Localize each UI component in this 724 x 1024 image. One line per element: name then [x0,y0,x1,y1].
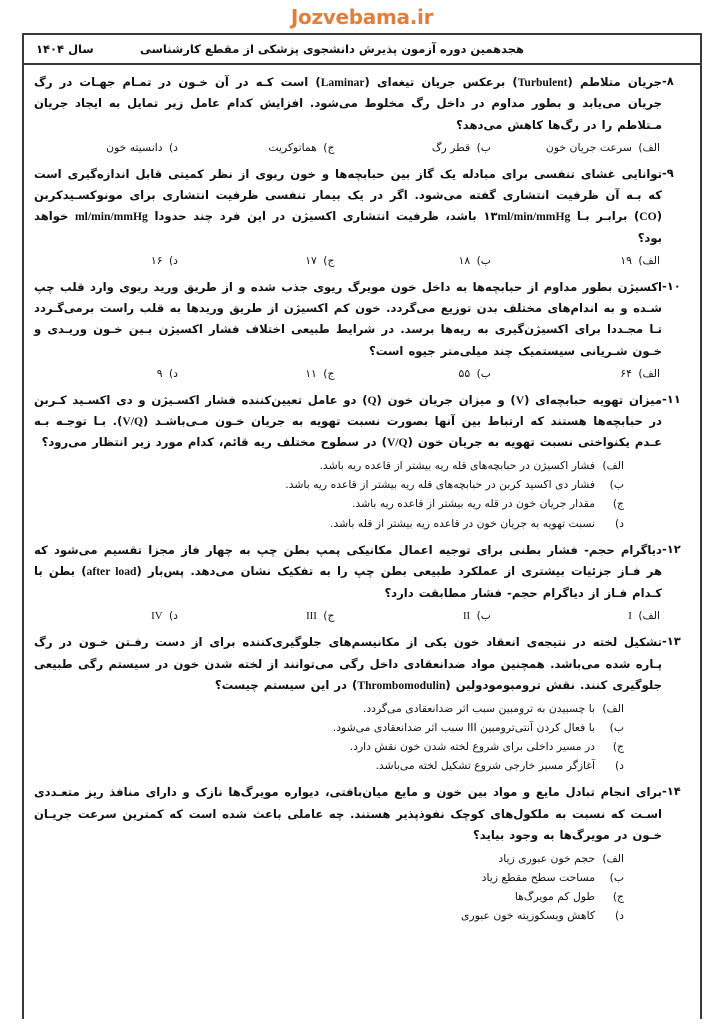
answer-option-label: مقدار جریان خون در قله ریه بیشتر از قاعده ریه باشد. [351,497,595,511]
answer-option-label: کاهش ویسکوزیته خون عبوری [461,909,595,923]
question-stem-latin-term: V/Q [122,415,144,429]
question-stem-latin-term: ml/min/mmHg [75,210,148,224]
question-item [34,390,688,533]
answer-option[interactable] [34,699,624,718]
options-group [34,456,662,533]
question-stem-latin-term: Turbulent [517,76,568,89]
answer-option-key: ج) [612,890,624,904]
answer-option-key: ب) [609,478,624,492]
answer-option[interactable] [34,494,624,513]
answer-option-key: ب) [476,141,491,155]
answer-option-key: د) [168,609,178,623]
answer-option[interactable] [34,756,624,775]
question-body [34,390,662,533]
question-stem-text: برای انجام تبادل مایع و مواد بین خون و مایع میان‌بافتی، دیواره مویرگ‌ها نازک و دارای منافذ ریز متعـددی اسـت که نسبت به ملکول‌های کوچک نفوذپذیر هستند. چه عاملی باعث شده است که کمترین سرعت جریـان خـون در مویرگ‌ها به وجود بیاید؟ [34,785,662,843]
exam-title: هجدهمین دوره آزمون پذیرش دانشجوی پزشکی از مقطع کارشناسی [139,42,525,56]
question-stem-text: ) برابـر بـا ۱۳ [483,209,640,224]
answer-option[interactable] [34,252,178,269]
question-stem [34,540,662,604]
answer-option-key: د) [168,254,178,268]
answer-option[interactable] [178,607,335,625]
answer-option[interactable] [178,252,335,269]
answer-option-key: د) [614,759,624,773]
answer-option[interactable] [491,139,660,156]
answer-option-key: ب) [476,609,491,623]
question-item [34,72,688,157]
question-stem-text: جریان متلاطم ( [567,75,663,89]
question-stem-text: اکسیژن بطور مداوم از حبابچه‌ها به داخل خون مویرگ ریوی جذب شده و از طریق ورید ریوی وارد قلب چپ شـده و به اندام‌های مختلف بدن توزیع می‌گردد. خون کم اکسیژن از طریق وریدها به قلب راست برمی‌گـردد تـا مجـددا برای اکسیژن‌گیری به ریه‌ها برسد. در شرایط طبیعی اختلاف فشار اکسیژن بـین خـون وریـدی و خـون شـریانی سیستمیک چند میلی‌متر جیوه است؟ [34,279,662,358]
answer-option-label: مساحت سطح مقطع زیاد [481,870,595,884]
question-stem-text: ) است کـه در آن خـون در تمـام جهـات در رگ جریان می‌یابد و بطور مداوم در داخل رگ مخلوط می‌شود. افزایش کدام عامل زیر تمایل به ایجاد جریان مـتلاطم را در رگ‌ها کاهش می‌دهد؟ [34,75,662,132]
options-group [34,365,662,382]
question-stem-text: توانایی غشای تنفسی برای مبادله یک گاز بین حبابچه‌ها و خون ریوی از نظر کمیتی قابل اندازه‌گیری است که بـه آن ظرفیت انتشاری گفته می‌شود. اگر در یک بیمار تنفسی ظرفیت انتشاری برای مونوکسـیدکربن ( [34,166,662,224]
answer-option[interactable] [34,365,178,382]
answer-option[interactable] [34,607,178,625]
answer-option-label: با چسبیدن به ترومبین سبب اثر ضدانعقادی می‌گردد. [362,701,595,715]
answer-option-label: ۹ [156,367,163,381]
answer-option-key: ج) [612,740,624,754]
answer-option-key: ب) [609,870,624,884]
question-item [34,277,688,383]
answer-option-label: ۱۷ [305,254,317,268]
answer-option-key: الف) [638,367,660,381]
answer-option[interactable] [34,868,624,887]
answer-option-key: الف) [638,254,660,268]
answer-option[interactable] [491,607,660,625]
site-logo-text: Jozvebama.ir [290,4,434,29]
answer-option-label: ۱۹ [620,254,632,268]
exam-year: سال ۱۴۰۴ [36,42,94,56]
question-item [34,782,688,925]
answer-option-label: ۶۴ [620,367,632,381]
answer-option-label: سرعت جریان خون [545,141,632,155]
answer-option-key: د) [614,516,624,530]
answer-option[interactable] [491,252,660,269]
answer-option[interactable] [34,514,624,533]
question-item [34,164,688,270]
answer-option-label: دانسیته خون [106,141,163,155]
question-stem [34,390,662,454]
question-stem-text: تشکیل لخته در نتیجه‌ی انعقاد خون یکی از مکانیسم‌های جلوگیری‌کننده برای از دست رفـتن خـون در رگ پـاره شده می‌باشد. همچنین مواد ضدانعقادی داخل رگی می‌توانند از لخته شدن خون در سیستم رگی طبیعی جلوگیری کنند. نقش ترومبومودولین ( [34,635,662,693]
answer-option[interactable] [334,365,491,382]
answer-option-label: آغازگر مسیر خارجی شروع تشکیل لخته می‌باشد. [375,759,595,773]
answer-option-label: IV [151,610,163,623]
question-number: ۹- [662,165,674,180]
answer-option-key: ج) [323,609,335,623]
answer-option-label: فشار اکسیژن در حبابچه‌های قله ریه بیشتر از قاعده ریه باشد. [319,458,595,472]
answer-option-key: الف) [602,851,624,865]
question-stem-latin-term: CO [639,210,657,224]
questions-list [24,65,700,1019]
answer-option-label: هماتوکریت [268,141,317,155]
question-body [34,72,662,157]
answer-option[interactable] [334,252,491,269]
answer-option[interactable] [334,139,491,156]
answer-option-label: ۵۵ [458,367,471,381]
answer-option-key: ب) [476,254,491,268]
answer-option-label: نسبت تهویه به جریان خون در قاعده ریه بیشتر از قله باشد. [330,516,595,530]
answer-option-label: II [462,610,471,623]
question-stem-text: ) برعکس جریان تیغه‌ای ( [364,75,518,89]
question-stem-text: ). بـا توجـه بـه عـدم یکنواختی نسبت تهویه به جریان خون ( [34,414,662,450]
question-stem-text: ) دو عامل تعیین‌کننده فشار اکسـیژن و دی اکسـید کـربن در حبابچه‌ها هستند که ارتباط بین آنها بصورت نسبت تهویه به جریان خـون مـی‌باشـد ( [34,392,662,429]
answer-option[interactable] [334,607,491,625]
answer-option-label: ۱۱ [305,367,317,381]
answer-option[interactable] [178,365,335,382]
answer-option[interactable] [34,718,624,737]
options-group [34,139,662,156]
answer-option[interactable] [34,737,624,756]
question-body [34,540,662,626]
question-number: ۱۳- [662,634,681,649]
answer-option-label: در مسیر داخلی برای شروع لخته شدن خون نقش دارد. [349,740,595,754]
question-stem-latin-term: ml/min/mmHg [497,210,571,224]
question-number: ۱۱- [662,391,681,406]
answer-option-label: با فعال کردن آنتی‌ترومبین III سبب اثر ضدانعقادی می‌شود. [332,720,595,734]
options-group [34,252,662,269]
answer-option-label: I [628,610,632,623]
answer-option-key: ج) [323,367,335,381]
answer-option-key: الف) [638,609,660,623]
question-number: ۱۲- [662,541,681,556]
question-stem-latin-term: V/Q [386,436,408,450]
question-body [34,277,662,383]
answer-option-key: د) [614,909,624,923]
question-stem-text: ) در سطوح مختلف ریه قائم، کدام مورد زیر انتظار می‌رود؟ [41,435,387,450]
answer-option-label: ۱۸ [458,254,471,268]
question-stem-text: باشد، ظرفیت انتشاری اکسیژن در این فرد چند حدودا [147,209,484,224]
question-stem-latin-term: Laminar [320,76,365,89]
question-stem-latin-term: Q [367,393,377,407]
question-number: ۱۰- [662,278,681,293]
answer-option-key: ج) [323,141,335,155]
answer-option-key: الف) [638,141,660,155]
answer-option-label: طول کم مویرگ‌ها [514,890,595,904]
options-group [34,849,662,926]
question-body [34,164,662,270]
options-group [34,607,662,625]
question-body [34,782,662,925]
answer-option-key: ب) [476,367,491,381]
answer-option[interactable] [34,139,178,156]
site-logo-bar [0,0,724,33]
question-number: ۸- [662,74,674,88]
question-stem-text: ) و میزان جریان خون ( [376,392,516,407]
question-stem [34,164,662,250]
answer-option-label: ۱۶ [150,254,163,268]
exam-header [24,35,700,65]
options-group [34,699,662,776]
answer-option-key: ج) [323,254,335,268]
answer-option-key: الف) [602,458,624,472]
exam-frame [22,33,702,1019]
answer-option-label: قطر رگ [431,141,471,155]
question-stem [34,277,662,363]
question-stem-latin-term: V [515,393,525,407]
question-stem-text: دیاگرام حجم- فشار بطنی برای توجیه اعمال مکانیکی پمپ بطن چپ به چهار فاز مجزا تقسیم می‌شود که هر فـاز جزئیات بیشتری از عملکرد طبیعی بطن چپ را به تفکیک نشان می‌دهد. پس‌بار ( [34,542,662,579]
answer-option-label: فشار دی اکسید کربن در حبابچه‌های قله ریه بیشتر از قاعده ریه باشد. [285,478,595,492]
answer-option[interactable] [491,365,660,382]
answer-option[interactable] [34,456,624,475]
answer-option-label: حجم خون عبوری زیاد [498,851,595,865]
question-item [34,632,688,775]
question-stem-text: ) در این سیستم چیست؟ [214,678,358,693]
answer-option-label: III [306,610,317,623]
answer-option[interactable] [34,906,624,925]
question-stem-text: خواهد بود؟ [34,209,662,245]
question-stem-text: میزان تهویه حبابچه‌ای ( [524,392,663,407]
question-stem-latin-term: Thrombomodulin [357,679,446,693]
question-stem [34,72,662,136]
answer-option[interactable] [178,139,335,156]
answer-option[interactable] [34,475,624,494]
question-stem-latin-term: after load [86,565,137,579]
answer-option[interactable] [34,887,624,906]
answer-option-key: د) [168,141,178,155]
answer-option-key: الف) [602,701,624,715]
question-stem-text: ) بطن با کـدام فـاز از دیاگرام حجم- فشار مطابقت دارد؟ [34,564,662,600]
question-number: ۱۴- [662,784,681,799]
question-stem [34,632,662,696]
answer-option[interactable] [34,849,624,868]
answer-option-key: ب) [609,720,624,734]
answer-option-key: ج) [612,497,624,511]
question-item [34,540,688,626]
answer-option-key: د) [168,367,178,381]
question-stem [34,782,662,846]
question-body [34,632,662,775]
